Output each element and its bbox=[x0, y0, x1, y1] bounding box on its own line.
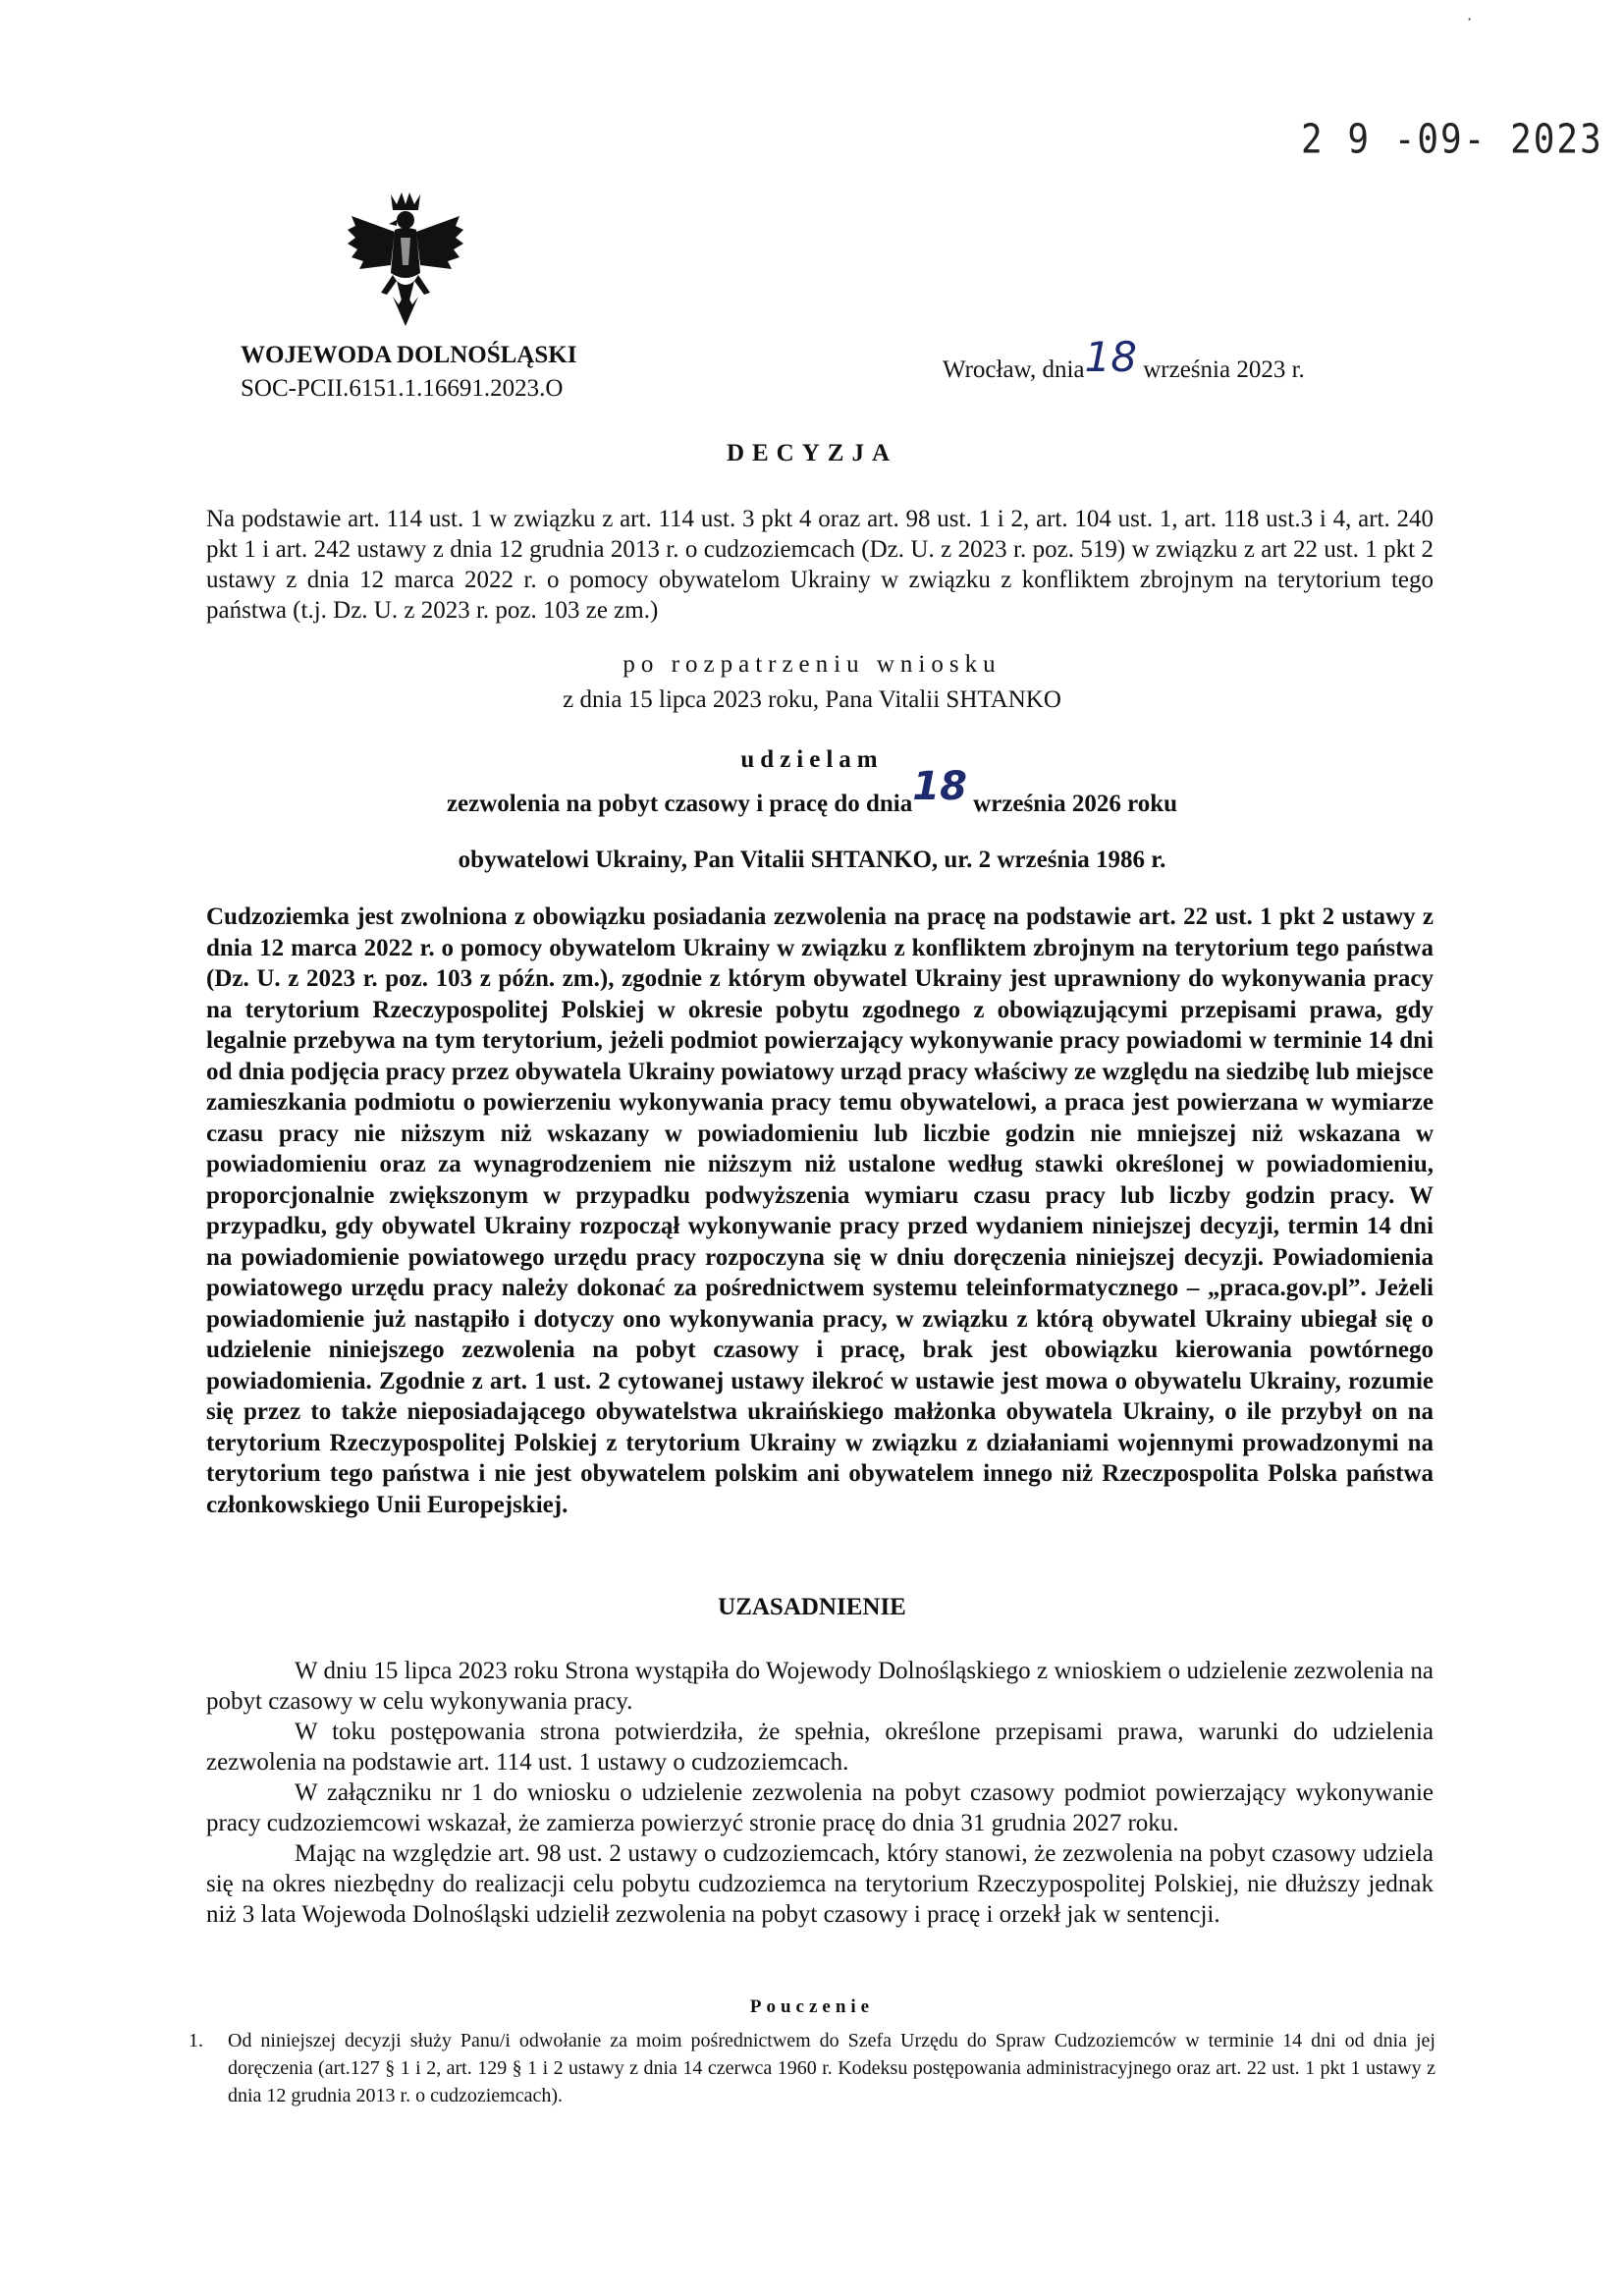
grant-suffix: września 2026 roku bbox=[973, 791, 1178, 817]
reasons-paragraph: W toku postępowania strona potwierdziła, że spełnia, określone przepisami prawa, warunki do udzielenia zezwolenia na podstawie art. 114 ust. 1 ustawy o cudzoziemcach. bbox=[206, 1719, 1434, 1776]
reasons-section bbox=[206, 1656, 1434, 1930]
date-suffix: września 2023 r. bbox=[1143, 356, 1305, 383]
case-number: SOC-PCII.6151.1.16691.2023.O bbox=[241, 375, 564, 402]
instruction-item-text: Od niniejszej decyzji służy Panu/i odwołanie za moim pośrednictwem do Szefa Urzędu do Spraw Cudzoziemców w terminie 14 dni od dnia jej doręczenia (art.127 § 1 i 2, art. 129 § 1 i 2 ustawy z dnia 14 czerwca 1960 r. Kodeksu postępowania administracyjnego oraz art. 22 ust. 1 pkt 1 ustawy z dnia 12 grudnia 2013 r. o cudzoziemcach). bbox=[228, 2030, 1435, 2106]
instruction-item-number: 1. bbox=[189, 2030, 203, 2051]
issuer-block bbox=[241, 339, 576, 406]
after-review-heading: po rozpatrzeniu wniosku bbox=[623, 651, 1001, 678]
instruction-heading: Pouczenie bbox=[749, 1996, 875, 2017]
reasons-paragraph: W załączniku nr 1 do wniosku o udzielenie zezwolenia na pobyt czasowy podmiot powierzający wykonywanie pracy cudzoziemcowi wskazał, że zamierza powierzyć stronie pracę do dnia 31 grudnia 2027 roku. bbox=[206, 1779, 1434, 1836]
reasons-paragraph: W dniu 15 lipca 2023 roku Strona wystąpiła do Wojewody Dolnośląskiego z wnioskiem o udzielenie zezwolenia na pobyt czasowy w celu wykonywania pracy. bbox=[206, 1658, 1434, 1715]
instruction-item bbox=[189, 2027, 1435, 2109]
place-prefix: Wrocław, dnia bbox=[943, 356, 1085, 383]
work-exemption-paragraph: Cudzoziemka jest zwolniona z obowiązku posiadania zezwolenia na pracę na podstawie art. 22 ust. 1 pkt 2 ustawy z dnia 12 marca 2022 r. o pomocy obywatelom Ukrainy w związku z konfliktem zbrojnym na terytorium tego państwa (Dz. U. z 2023 r. poz. 103 z późn. zm.), zgodnie z którym obywatel Ukrainy jest uprawniony do wykonywania pracy na terytorium Rzeczypospolitej Polskiej w okresie pobytu zgodnego z obowiązującymi przepisami prawa, gdy legalnie przebywa na tym terytorium, jeżeli podmiot powierzający wykonywanie pracy powiadomi w terminie 14 dni od dnia podjęcia pracy przez obywatela Ukrainy powiatowy urząd pracy właściwy ze względu na siedzibę lub miejsce zamieszkania podmiotu o powierzeniu wykonywania pracy temu obywatelowi, a praca jest powierzana w wymiarze czasu pracy nie niższym niż wskazany w powiadomieniu lub liczbie godzin nie mniejszej niż wskazana w powiadomieniu oraz za wynagrodzeniem nie niższym niż ustalone według stawki określonej w powiadomieniu, proporcjonalnie zwiększonym w przypadku podwyższenia wymiaru czasu pracy lub liczby godzin pracy. W przypadku, gdy obywatel Ukrainy rozpoczął wykonywanie pracy przed wydaniem niniejszej decyzji, termin 14 dni na powiadomienie powiatowego urzędu pracy rozpoczyna się w dniu doręczenia niniejszej decyzji. Powiadomienia powiatowego urzędu pracy należy dokonać za pośrednictwem systemu teleinformatycznego – „praca.gov.pl”. Jeżeli powiadomienie już nastąpiło i dotyczy ono wykonywania pracy, w związku z którą obywatel Ukrainy ubiegał się o udzielenie niniejszego zezwolenia na pobyt czasowy i pracę, brak jest obowiązku kierowania powtórnego powiadomienia. Zgodnie z art. 1 ust. 2 cytowanej ustawy ilekroć w ustawie jest mowa o obywatelu Ukrainy, rozumie się przez to także nieposiadającego obywatelstwa ukraińskiego małżonka obywatela Ukrainy, o ile przybył on na terytorium Rzeczypospolitej Polskiej z terytorium Ukrainy w związku z działaniami wojennymi prowadzonymi na terytorium tego państwa i nie jest obywatelem polskim ani obywatelem innego niż Rzeczpospolita Polska państwa członkowskiego Unii Europejskiej. bbox=[206, 903, 1434, 1518]
citizen-line: obywatelowi Ukrainy, Pan Vitalii SHTANKO, ur. 2 września 1986 r. bbox=[458, 847, 1166, 873]
issuing-authority: WOJEWODA DOLNOŚLĄSKI bbox=[241, 342, 577, 368]
grant-heading: udzielam bbox=[740, 746, 884, 773]
received-date-stamp: 2 9 -09- 2023 bbox=[1301, 116, 1603, 164]
handwritten-day: 18 bbox=[1084, 333, 1137, 381]
reasons-heading: UZASADNIENIE bbox=[718, 1594, 906, 1620]
reasons-paragraph: Mając na względzie art. 98 ust. 2 ustawy o cudzoziemcach, który stanowi, że zezwolenia na pobyt czasowy udziela się na okres niezbędny do realizacji celu pobytu cudzoziemca na terytorium Rzeczypospolitej Polskiej, nie dłuższy jednak niż 3 lata Wojewoda Dolnośląski udzielił zezwolenia na pobyt czasowy i pracę i orzekł jak w sentencji. bbox=[206, 1840, 1434, 1928]
application-reference: z dnia 15 lipca 2023 roku, Pana Vitalii SHTANKO bbox=[563, 686, 1061, 713]
document-title: DECYZJA bbox=[726, 440, 898, 466]
legal-basis-paragraph: Na podstawie art. 114 ust. 1 w związku z art. 114 ust. 3 pkt 4 oraz art. 98 ust. 1 i 2, art. 104 ust. 1, art. 118 ust.3 i 4, art. 240 pkt 1 i art. 242 ustawy z dnia 12 grudnia 2013 r. o cudzoziemcach (Dz. U. z 2023 r. poz. 519) w związku z art 22 ust. 1 pkt 2 ustawy z dnia 12 marca 2022 r. o pomocy obywatelom Ukrainy w związku z konfliktem zbrojnym na terytorium tego państwa (t.j. Dz. U. z 2023 r. poz. 103 ze zm.) bbox=[206, 506, 1434, 624]
grant-handwritten-day: 18 bbox=[912, 764, 967, 809]
polish-eagle-emblem-icon bbox=[346, 187, 465, 334]
grant-prefix: zezwolenia na pobyt czasowy i pracę do dnia bbox=[446, 791, 913, 817]
grant-line bbox=[0, 764, 1624, 821]
scan-dot: · bbox=[1467, 10, 1473, 28]
place-and-date bbox=[943, 333, 1305, 387]
